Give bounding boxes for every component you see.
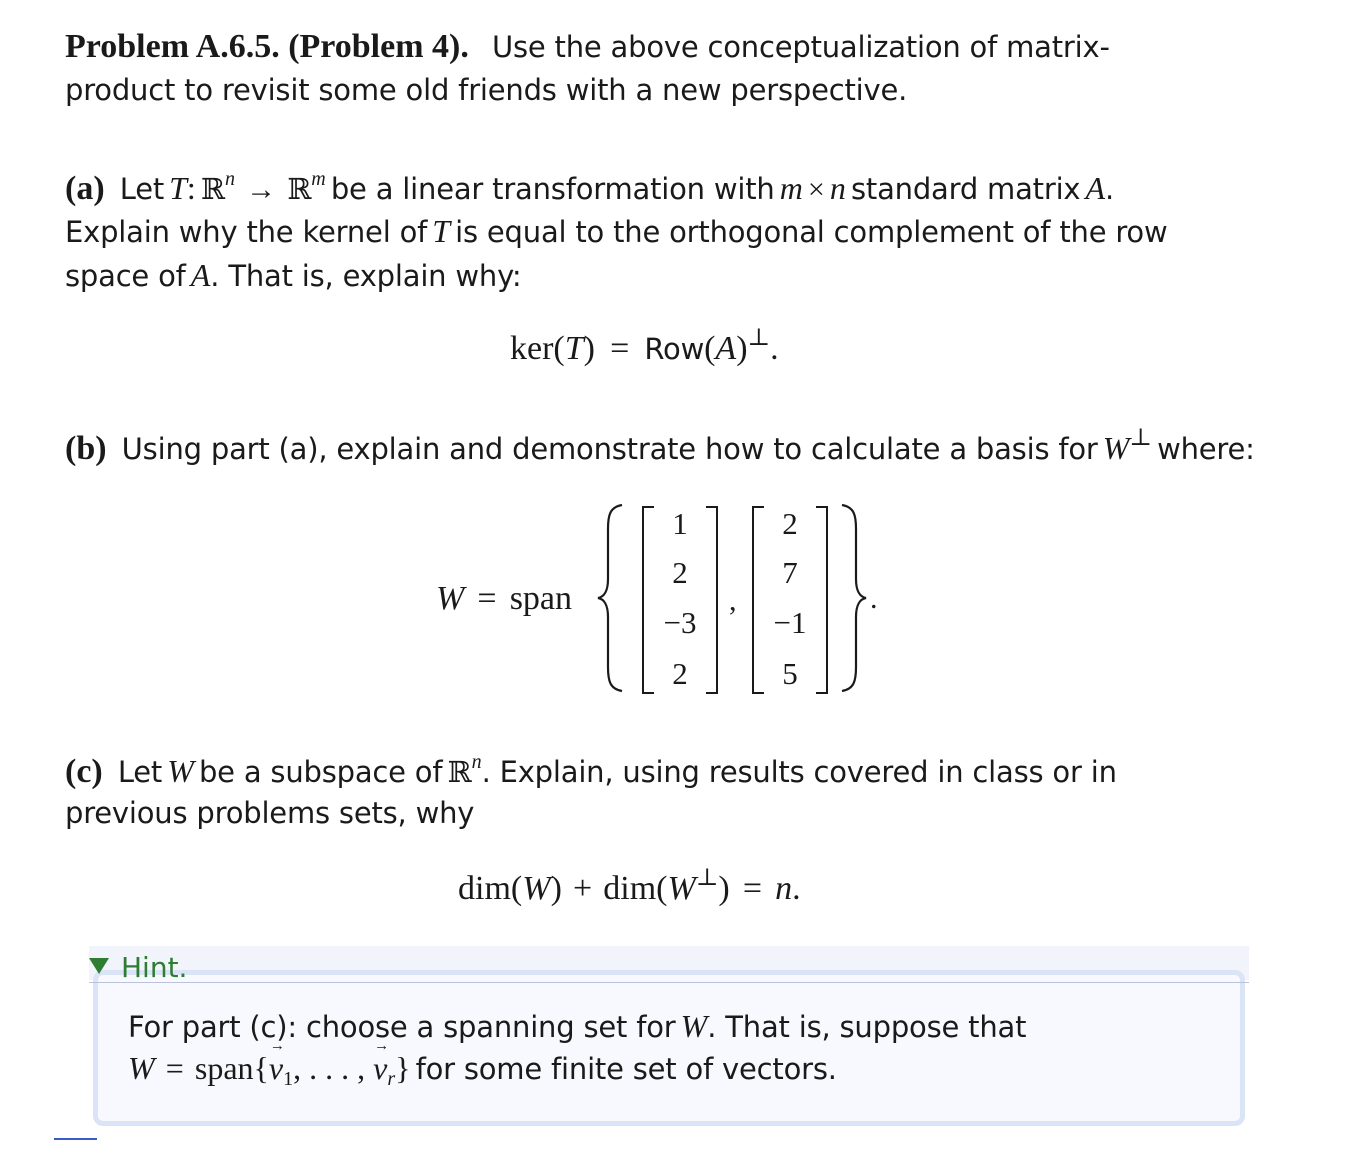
dimension-equation: dim(W) + dim(W⊥) = n. [458,865,801,907]
part-a-label: (a) [65,170,105,207]
vector-2 [750,500,830,696]
hint-line1: For part (c): choose a spanning set for W. That is, suppose that [128,1008,1027,1044]
span-equation-lhs: W = span [436,580,573,617]
left-curly-brace [596,503,626,693]
vector-2-entry: −1 [773,605,807,640]
kernel-equation: ker(T) = Row(A)⊥. [510,325,779,367]
vector-1 [640,500,720,696]
vector-1-entry: −3 [663,605,697,640]
problem-intro-line2: product to revisit some old friends with a new perspective. [65,73,908,107]
vector-2-entry: 7 [782,555,798,590]
hint-toggle-label: Hint. [121,951,188,984]
part-a-line1: (a) Let T: ℝ$^n$ → ℝ$^m$ be a linear transformation with m × n standard matrix A. [65,168,1115,207]
problem-intro-line1: Use the above conceptualization of matrix- [491,30,1110,64]
hint-content-box [93,970,1245,1126]
problem-title: Problem A.6.5. (Problem 4). [65,28,469,65]
vector-2-entry: 2 [782,506,798,541]
disclosure-triangle-icon [89,958,109,974]
vector-1-entry: 1 [672,506,688,541]
part-c-label: (c) [65,753,103,790]
vector-1-entry: 2 [672,656,688,691]
vector-2-entry: 5 [782,656,798,691]
right-curly-brace [838,503,868,693]
hint-line2: W = span{→ $v_1$, . . . , → $v_r$} for some finite set of vectors. [128,1052,837,1084]
problem-header [65,30,1110,64]
hint-toggle[interactable] [89,951,188,984]
part-c-line1: (c) Let W be a subspace of ℝ$^n$. Explain, using results covered in class or in [65,751,1117,790]
part-a-line3: space of A. That is, explain why: [65,257,522,293]
part-a-line2: Explain why the kernel of T is equal to the orthogonal complement of the row [65,213,1168,249]
part-c-line2: previous problems sets, why [65,796,475,830]
vector-separator-comma: , [729,584,737,617]
part-b-line1: (b) Using part (a), explain and demonstrate how to calculate a basis for W⊥ where: [65,425,1255,467]
vector-1-entry: 2 [672,555,688,590]
span-period: . [870,582,878,615]
hint-header-divider [89,982,1249,983]
bottom-link-underline[interactable] [54,1138,97,1140]
part-b-label: (b) [65,430,107,467]
